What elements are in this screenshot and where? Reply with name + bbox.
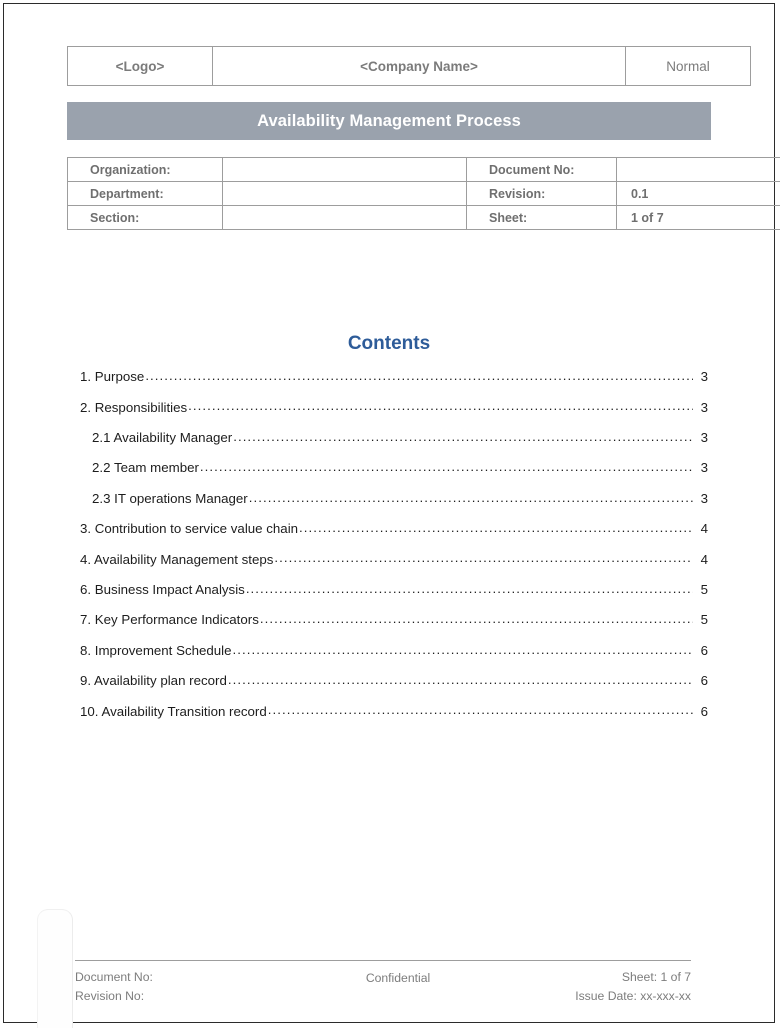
toc-entry-title: 2. Responsibilities xyxy=(80,399,188,415)
toc-entry-title: 6. Business Impact Analysis xyxy=(80,582,245,598)
toc-entry[interactable] xyxy=(80,520,708,550)
table-row xyxy=(68,206,780,230)
toc-entry[interactable] xyxy=(80,398,708,428)
toc-entry-page: 3 xyxy=(700,490,708,506)
toc-entry-title: 2.3 IT operations Manager xyxy=(92,490,248,506)
toc-dot-leader xyxy=(249,490,693,503)
toc-entry-page: 6 xyxy=(700,642,708,658)
footer-line-2 xyxy=(75,987,691,1005)
page-content xyxy=(64,4,714,1024)
toc-entry[interactable] xyxy=(80,672,708,702)
table-of-contents xyxy=(80,368,708,733)
organization-value[interactable] xyxy=(223,158,467,182)
footer-issue-date: Issue Date: xx-xxx-xx xyxy=(575,989,691,1003)
toc-entry-page: 4 xyxy=(700,551,708,567)
toc-entry[interactable] xyxy=(80,642,708,672)
toc-entry-page: 3 xyxy=(700,430,708,446)
revision-value[interactable]: 0.1 xyxy=(617,182,780,206)
toc-entry-page: 5 xyxy=(700,612,708,628)
toc-entry-title: 4. Availability Management steps xyxy=(80,551,274,567)
toc-entry-page: 4 xyxy=(700,521,708,537)
toc-entry-title: 1. Purpose xyxy=(80,369,145,385)
header-table-row xyxy=(68,47,751,86)
toc-entry-title: 3. Contribution to service value chain xyxy=(80,521,299,537)
document-title-bar xyxy=(67,102,711,140)
toc-entry[interactable] xyxy=(80,550,708,580)
footer-revision-no: Revision No: xyxy=(75,989,145,1003)
toc-entry-page: 5 xyxy=(700,582,708,598)
department-label: Department: xyxy=(68,182,223,206)
organization-label: Organization: xyxy=(68,158,223,182)
section-label: Section: xyxy=(68,206,223,230)
toc-entry-page: 3 xyxy=(700,369,708,385)
toc-dot-leader xyxy=(268,702,693,715)
toc-entry[interactable] xyxy=(80,459,708,489)
toc-entry[interactable] xyxy=(80,581,708,611)
table-row xyxy=(68,158,780,182)
toc-dot-leader xyxy=(246,581,693,594)
footer-spacer xyxy=(305,987,491,1005)
toc-dot-leader xyxy=(233,429,693,442)
toc-dot-leader xyxy=(299,520,693,533)
toc-entry-title: 10. Availability Transition record xyxy=(80,703,267,719)
footer-line-1 xyxy=(75,968,691,987)
toc-entry-title: 2.2 Team member xyxy=(92,460,199,476)
section-value[interactable] xyxy=(223,206,467,230)
toc-entry-title: 8. Improvement Schedule xyxy=(80,642,232,658)
toc-entry-page: 6 xyxy=(700,673,708,689)
document-page xyxy=(3,3,775,1023)
toc-entry-page: 6 xyxy=(700,703,708,719)
table-row xyxy=(68,182,780,206)
company-name-cell: <Company Name> xyxy=(213,47,626,86)
toc-dot-leader xyxy=(200,459,693,472)
toc-dot-leader xyxy=(233,642,693,655)
toc-dot-leader xyxy=(188,398,693,411)
footer-document-no: Document No: xyxy=(75,970,153,984)
toc-dot-leader xyxy=(228,672,693,685)
header-table xyxy=(67,46,751,86)
toc-entry-page: 3 xyxy=(700,399,708,415)
contents-heading: Contents xyxy=(347,333,431,354)
toc-entry-title: 2.1 Availability Manager xyxy=(92,430,233,446)
toc-entry-page: 3 xyxy=(700,460,708,476)
toc-entry[interactable] xyxy=(80,490,708,520)
logo-placeholder-cell: <Logo> xyxy=(68,47,213,86)
footer-classification: Confidential xyxy=(365,971,431,985)
toc-dot-leader xyxy=(145,368,693,381)
document-info-table xyxy=(67,157,780,230)
toc-entry-title: 7. Key Performance Indicators xyxy=(80,612,259,628)
sheet-label: Sheet: xyxy=(467,206,617,230)
revision-label: Revision: xyxy=(467,182,617,206)
document-state-cell: Normal xyxy=(626,47,751,86)
sheet-value[interactable]: 1 of 7 xyxy=(617,206,780,230)
toc-dot-leader xyxy=(260,611,693,624)
page-title: Availability Management Process xyxy=(257,111,521,130)
toc-entry[interactable] xyxy=(80,702,708,732)
toc-entry-title: 9. Availability plan record xyxy=(80,673,227,689)
page-footer xyxy=(75,960,691,1005)
department-value[interactable] xyxy=(223,182,467,206)
toc-entry[interactable] xyxy=(80,611,708,641)
toc-dot-leader xyxy=(274,550,693,563)
footer-sheet: Sheet: 1 of 7 xyxy=(621,970,691,984)
toc-entry[interactable] xyxy=(80,368,708,398)
footer-divider xyxy=(75,960,691,961)
toc-entry[interactable] xyxy=(80,429,708,459)
document-no-label: Document No: xyxy=(467,158,617,182)
document-no-value[interactable] xyxy=(617,158,780,182)
